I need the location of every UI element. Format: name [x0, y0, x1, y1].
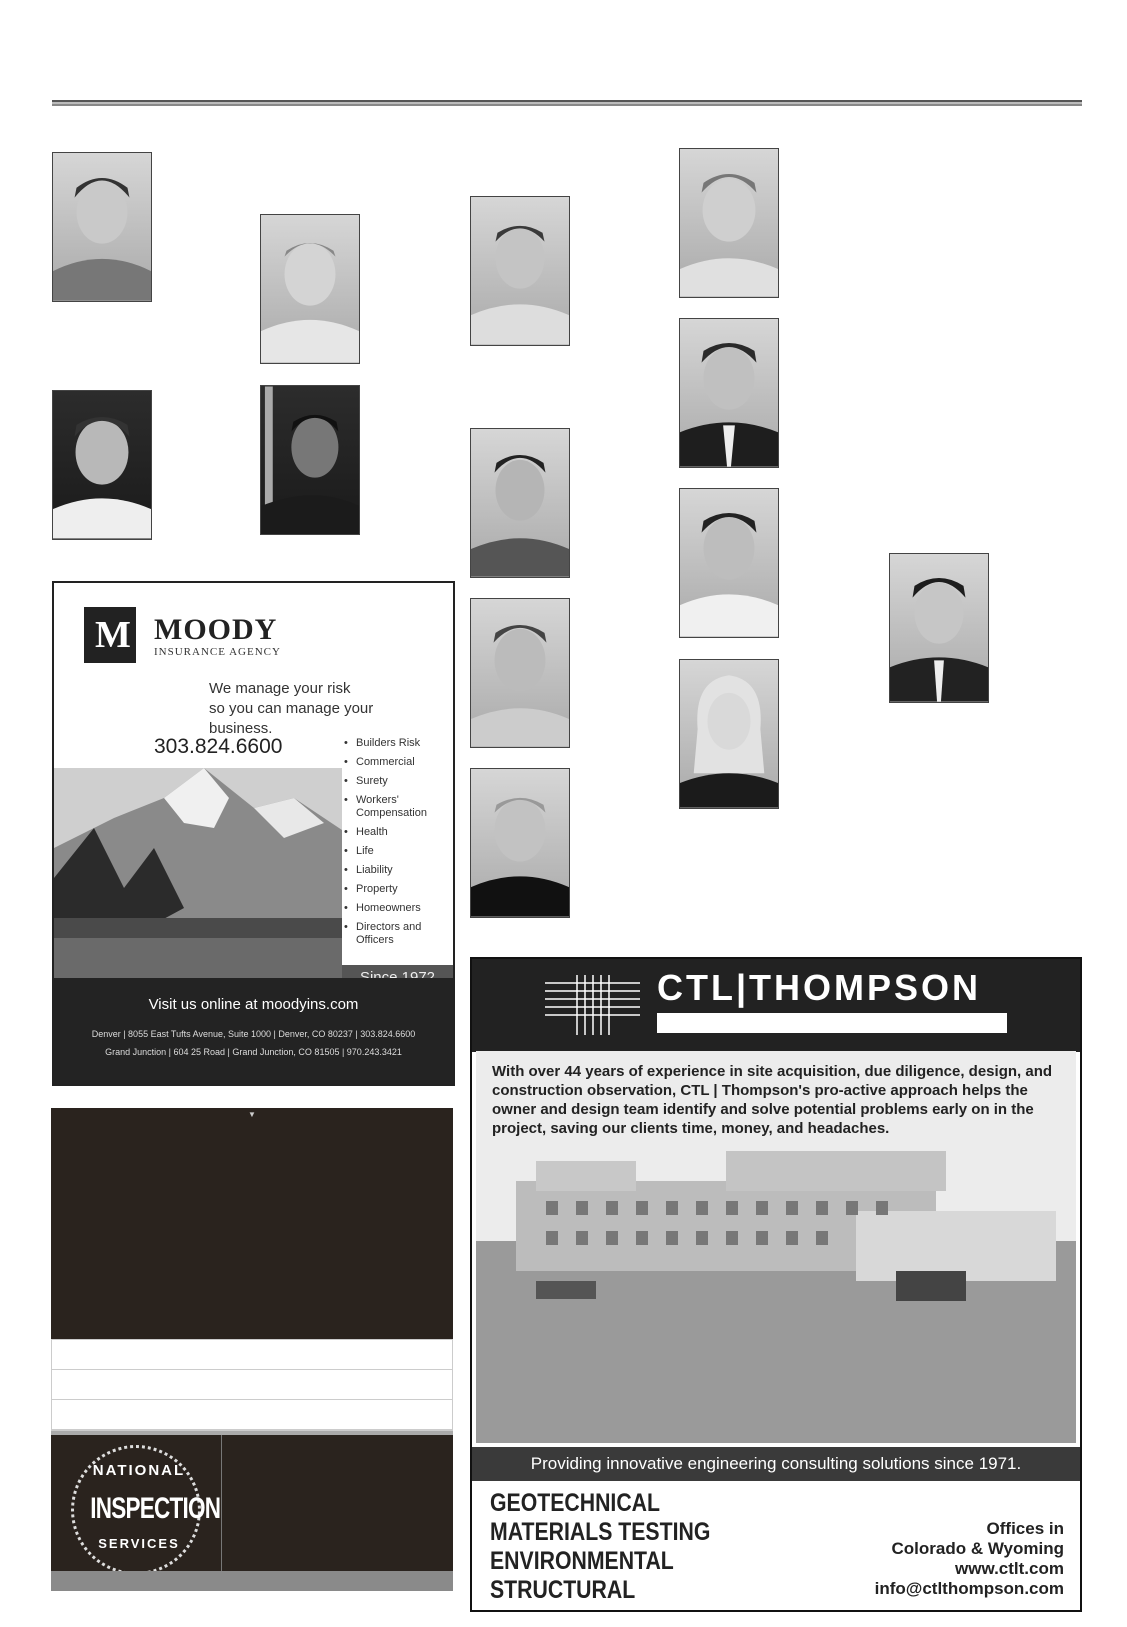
- moody-services-list: [342, 733, 453, 978]
- ctl-email-link[interactable]: info@ctlthompson.com: [874, 1579, 1064, 1598]
- list-item: • Workers' Compensation: [342, 794, 453, 820]
- ctl-intro-text: With over 44 years of experience in site acquisition, due diligence, design, and construction observation, CTL | Thompson's pro-active approach helps the owner and design team identify and solve potential problems early on in the project, saving our clients time, money, and headaches.: [492, 1063, 1053, 1137]
- headshot-photo: [260, 214, 360, 364]
- headshot-photo: [470, 428, 570, 578]
- ctl-tagline: Providing innovative engineering consulting solutions since 1971.: [472, 1447, 1080, 1481]
- list-item: • Liability: [342, 864, 453, 877]
- moody-logo-icon: M: [84, 607, 136, 663]
- moody-footer: [54, 978, 453, 1084]
- list-item: • Health: [342, 826, 453, 839]
- list-item: • Property: [342, 883, 453, 896]
- headshot-photo: [52, 152, 152, 302]
- blank-lines-panel: [51, 1339, 453, 1431]
- list-item: • Surety: [342, 775, 453, 788]
- ctl-header-bar: [657, 1013, 1007, 1033]
- ctl-header: [472, 959, 1080, 1052]
- moody-website-link[interactable]: Visit us online at moodyins.com: [148, 996, 359, 1013]
- headshot-photo: [52, 390, 152, 540]
- moody-phone: 303.824.6600: [154, 735, 283, 758]
- triangle-down-icon: ▼: [248, 1110, 256, 1119]
- national-inspection-services-ad: [51, 1431, 453, 1591]
- ctl-website-link[interactable]: www.ctlt.com: [955, 1559, 1064, 1578]
- dark-panel: [51, 1108, 453, 1339]
- moody-brand-name: MOODY: [154, 613, 278, 646]
- moody-brand-sub: INSURANCE AGENCY: [154, 646, 281, 658]
- headshot-photo: [889, 553, 989, 703]
- ctl-services: [490, 1489, 710, 1605]
- headshot-photo: [679, 318, 779, 468]
- ctl-brand-name: CTL|THOMPSON: [657, 967, 982, 1008]
- list-item: GEOTECHNICAL: [490, 1489, 660, 1517]
- blank-line: [52, 1340, 452, 1370]
- headshot-photo: [470, 598, 570, 748]
- divider: [221, 1435, 222, 1587]
- ctl-thompson-ad: [470, 957, 1082, 1612]
- headshot-photo: [260, 385, 360, 535]
- list-item: • Builders Risk: [342, 737, 453, 750]
- blank-line: [52, 1370, 452, 1400]
- moody-addresses: Denver | 8055 East Tufts Avenue, Suite 1000 | Denver, CO 80237 | 303.824.6600 Grand Junction | 604 25 Road | Grand Junction, CO 81505 | 970.243.3421: [91, 1029, 416, 1057]
- list-item: • Life: [342, 845, 453, 858]
- list-item: ENVIRONMENTAL: [490, 1547, 674, 1575]
- headshot-photo: [470, 196, 570, 346]
- ctl-grid-logo-icon: [545, 975, 640, 1035]
- headshot-photo: [679, 148, 779, 298]
- list-item: • Commercial: [342, 756, 453, 769]
- blank-line: [52, 1400, 452, 1430]
- moody-tagline: We manage your risk so you can manage your business.: [209, 680, 374, 737]
- list-item: • Directors and Officers: [342, 921, 453, 947]
- list-item: STRUCTURAL: [490, 1576, 636, 1604]
- ctl-contact: Offices in Colorado & Wyoming www.ctlt.com info@ctlthompson.com: [874, 1519, 1064, 1598]
- headshot-photo: [470, 768, 570, 918]
- list-item: • Homeowners: [342, 902, 453, 915]
- list-item: MATERIALS TESTING: [490, 1518, 711, 1546]
- nis-logo-badge: NATIONAL INSPECTION SERVICES: [71, 1445, 201, 1575]
- footer-bar: [51, 1571, 453, 1591]
- header-rule: [52, 100, 1082, 106]
- headshot-photo: [679, 659, 779, 809]
- headshot-photo: [679, 488, 779, 638]
- moody-insurance-ad: [52, 581, 455, 1086]
